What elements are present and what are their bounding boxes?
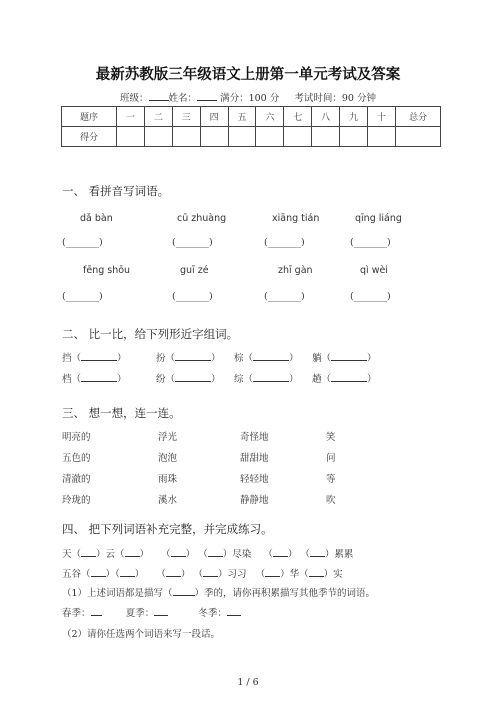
idiom-text: （ bbox=[300, 549, 310, 560]
answer-blank[interactable] bbox=[81, 351, 117, 361]
question-text: ）季的，请你再积累描写其他季节的词语。 bbox=[194, 588, 376, 599]
season-row bbox=[62, 605, 241, 619]
char-compare-row bbox=[234, 350, 299, 364]
answer-blank[interactable] bbox=[171, 547, 186, 557]
idiom-text: （ bbox=[193, 569, 203, 580]
answer-blank[interactable] bbox=[173, 586, 195, 596]
idiom-text: ） bbox=[180, 569, 191, 580]
answer-blank[interactable]: (_______) bbox=[172, 237, 213, 248]
paren-close: ） bbox=[289, 353, 299, 364]
char-label: 综（ bbox=[234, 374, 254, 385]
score-cell[interactable] bbox=[144, 127, 172, 147]
section4-heading: 四、 把下列词语补充完整，并完成练习。 bbox=[62, 522, 273, 536]
score-cell[interactable] bbox=[200, 127, 228, 147]
idiom-text: 五谷（ bbox=[62, 569, 91, 580]
table-cell: 得分 bbox=[62, 127, 117, 147]
answer-blank[interactable] bbox=[125, 547, 140, 557]
exam-info bbox=[0, 90, 496, 104]
answer-blank[interactable] bbox=[81, 547, 96, 557]
idiom-text: 天（ bbox=[62, 549, 82, 560]
match-word[interactable]: 溪水 bbox=[158, 495, 178, 506]
char-compare-row bbox=[234, 371, 299, 385]
answer-blank[interactable]: (_______) bbox=[264, 237, 305, 248]
match-word[interactable]: 泡泡 bbox=[158, 453, 178, 464]
table-cell: 五 bbox=[228, 107, 256, 127]
page-title: 最新苏教版三年级语文上册第一单元考试及答案 bbox=[95, 67, 401, 83]
paren-close: ） bbox=[367, 374, 377, 385]
score-cell[interactable] bbox=[312, 127, 340, 147]
char-compare-row bbox=[156, 371, 221, 385]
answer-blank[interactable] bbox=[81, 372, 117, 382]
section2-heading: 二、 比一比，给下列形近字组词。 bbox=[62, 327, 239, 341]
answer-blank[interactable] bbox=[227, 606, 241, 616]
answer-blank[interactable]: (_______) bbox=[350, 291, 391, 302]
answer-blank[interactable]: (_______) bbox=[350, 237, 391, 248]
match-word[interactable]: 笑 bbox=[326, 432, 336, 443]
answer-blank[interactable]: (_______) bbox=[264, 291, 305, 302]
paren-close: ） bbox=[117, 353, 127, 364]
answer-blank[interactable] bbox=[265, 567, 280, 577]
idiom-text: ）尽染 bbox=[222, 549, 252, 560]
answer-blank[interactable] bbox=[203, 567, 218, 577]
match-word[interactable]: 吹 bbox=[326, 495, 336, 506]
paren-close: ） bbox=[211, 374, 221, 385]
idiom-text: （ bbox=[198, 549, 208, 560]
page-number: 1 / 6 bbox=[237, 677, 259, 688]
question-text: （1）上述词语都是描写（ bbox=[62, 588, 173, 599]
answer-blank[interactable]: (_______) bbox=[172, 291, 213, 302]
table-cell: 八 bbox=[312, 107, 340, 127]
score-table-row bbox=[62, 127, 441, 147]
match-word[interactable]: 问 bbox=[326, 453, 336, 464]
char-label: 扮（ bbox=[156, 353, 176, 364]
season-label: 冬季： bbox=[198, 608, 227, 619]
question-2: （2）请你任选两个词语来写一段话。 bbox=[62, 629, 221, 640]
pinyin-item: qīng liáng bbox=[355, 213, 402, 224]
score-cell[interactable] bbox=[368, 127, 396, 147]
score-cell[interactable] bbox=[256, 127, 284, 147]
pinyin-item: zhī gàn bbox=[278, 265, 313, 276]
idiom-text: （ bbox=[263, 549, 273, 560]
char-label: 挡（ bbox=[62, 353, 82, 364]
match-word[interactable]: 玲珑的 bbox=[62, 495, 91, 506]
char-label: 趟（ bbox=[312, 374, 332, 385]
exam-time: 考试时间：90 分钟 bbox=[294, 93, 376, 104]
answer-blank[interactable] bbox=[310, 547, 325, 557]
score-cell[interactable] bbox=[340, 127, 368, 147]
idiom-text: ） bbox=[134, 569, 145, 580]
score-table bbox=[61, 106, 441, 147]
paren-close: ） bbox=[289, 374, 299, 385]
idiom-text: ）华（ bbox=[280, 569, 309, 580]
char-compare-row bbox=[312, 371, 377, 385]
score-cell[interactable] bbox=[117, 127, 145, 147]
answer-blank[interactable] bbox=[331, 351, 367, 361]
table-cell: 六 bbox=[256, 107, 284, 127]
question-1 bbox=[62, 585, 375, 599]
idiom-text: ） bbox=[105, 569, 116, 580]
score-table-header bbox=[62, 107, 441, 127]
pinyin-item: qì wèi bbox=[360, 265, 388, 276]
idiom-row bbox=[62, 566, 343, 580]
table-cell: 总分 bbox=[396, 107, 441, 127]
answer-blank[interactable] bbox=[175, 351, 211, 361]
section3-heading: 三、 想一想，连一连。 bbox=[62, 406, 181, 420]
match-word[interactable]: 明亮的 bbox=[62, 432, 91, 443]
table-cell: 七 bbox=[284, 107, 312, 127]
char-label: 躺（ bbox=[312, 353, 332, 364]
char-label: 棕（ bbox=[234, 353, 254, 364]
match-word[interactable]: 五色的 bbox=[62, 453, 91, 464]
answer-blank[interactable] bbox=[175, 372, 211, 382]
char-compare-row bbox=[156, 350, 221, 364]
section1-heading: 一、 看拼音写词语。 bbox=[62, 184, 170, 198]
idiom-text: ）实 bbox=[323, 569, 343, 580]
table-cell: 题序 bbox=[62, 107, 117, 127]
char-label: 纷（ bbox=[156, 374, 176, 385]
pinyin-item: xiāng tián bbox=[272, 213, 320, 224]
idiom-text: ） bbox=[287, 549, 298, 560]
match-word[interactable]: 雨珠 bbox=[158, 474, 178, 485]
idiom-text: ） bbox=[185, 549, 196, 560]
season-label: 春季： bbox=[62, 608, 91, 619]
table-cell: 四 bbox=[200, 107, 228, 127]
name-blank bbox=[197, 91, 217, 101]
answer-blank[interactable] bbox=[120, 567, 135, 577]
char-label: 档（ bbox=[62, 374, 82, 385]
idiom-row bbox=[62, 546, 353, 560]
idiom-text: （ bbox=[115, 569, 120, 580]
pinyin-item: guī zé bbox=[180, 265, 209, 276]
char-compare-row bbox=[312, 350, 377, 364]
class-label: 班级： bbox=[120, 93, 149, 104]
match-word[interactable]: 等 bbox=[326, 474, 336, 485]
table-cell: 一 bbox=[117, 107, 145, 127]
answer-blank[interactable]: (_______) bbox=[62, 237, 103, 248]
season-label: 夏季： bbox=[125, 608, 155, 619]
answer-blank[interactable] bbox=[253, 372, 289, 382]
pinyin-item: cū zhuàng bbox=[177, 213, 227, 224]
table-cell: 十 bbox=[368, 107, 396, 127]
idiom-text: ）累累 bbox=[324, 549, 354, 560]
answer-blank[interactable] bbox=[166, 567, 181, 577]
answer-blank[interactable] bbox=[91, 606, 102, 616]
answer-blank[interactable] bbox=[331, 372, 367, 382]
idiom-text: ）习习 bbox=[217, 569, 247, 580]
match-word[interactable]: 清澈的 bbox=[62, 474, 91, 485]
pinyin-item: dǎ bàn bbox=[80, 213, 113, 224]
idiom-item bbox=[62, 549, 125, 560]
char-compare-row bbox=[62, 350, 127, 364]
answer-blank[interactable] bbox=[309, 567, 324, 577]
answer-blank[interactable] bbox=[91, 567, 106, 577]
table-cell: 二 bbox=[144, 107, 172, 127]
match-word[interactable]: 静静地 bbox=[240, 495, 269, 506]
score-cell[interactable] bbox=[396, 127, 441, 147]
table-cell: 三 bbox=[172, 107, 200, 127]
answer-blank[interactable] bbox=[154, 606, 168, 616]
paren-close: ） bbox=[117, 374, 127, 385]
name-label: 姓名： bbox=[168, 93, 198, 104]
paren-close: ） bbox=[367, 353, 377, 364]
answer-blank[interactable] bbox=[253, 351, 289, 361]
idiom-text: ） bbox=[139, 549, 150, 560]
idiom-text: （ bbox=[255, 569, 266, 580]
match-word[interactable]: 轻轻地 bbox=[240, 474, 269, 485]
score-cell[interactable] bbox=[284, 127, 312, 147]
answer-blank[interactable]: (_______) bbox=[62, 291, 103, 302]
idiom-text: ）云（ bbox=[96, 549, 125, 560]
table-cell: 九 bbox=[340, 107, 368, 127]
answer-blank[interactable] bbox=[273, 547, 288, 557]
idiom-text: （ bbox=[156, 569, 166, 580]
paren-close: ） bbox=[211, 353, 221, 364]
match-word[interactable]: 奇怪地 bbox=[240, 432, 269, 443]
match-word[interactable]: 甜甜地 bbox=[240, 453, 269, 464]
idiom-text: （ bbox=[161, 549, 171, 560]
full-score: 满分：100 分 bbox=[220, 93, 280, 104]
pinyin-item: fēng shōu bbox=[83, 265, 131, 276]
score-cell[interactable] bbox=[172, 127, 200, 147]
score-cell[interactable] bbox=[228, 127, 256, 147]
answer-blank[interactable] bbox=[208, 547, 223, 557]
class-blank bbox=[149, 91, 169, 101]
char-compare-row bbox=[62, 371, 127, 385]
match-word[interactable]: 浮光 bbox=[158, 432, 178, 443]
